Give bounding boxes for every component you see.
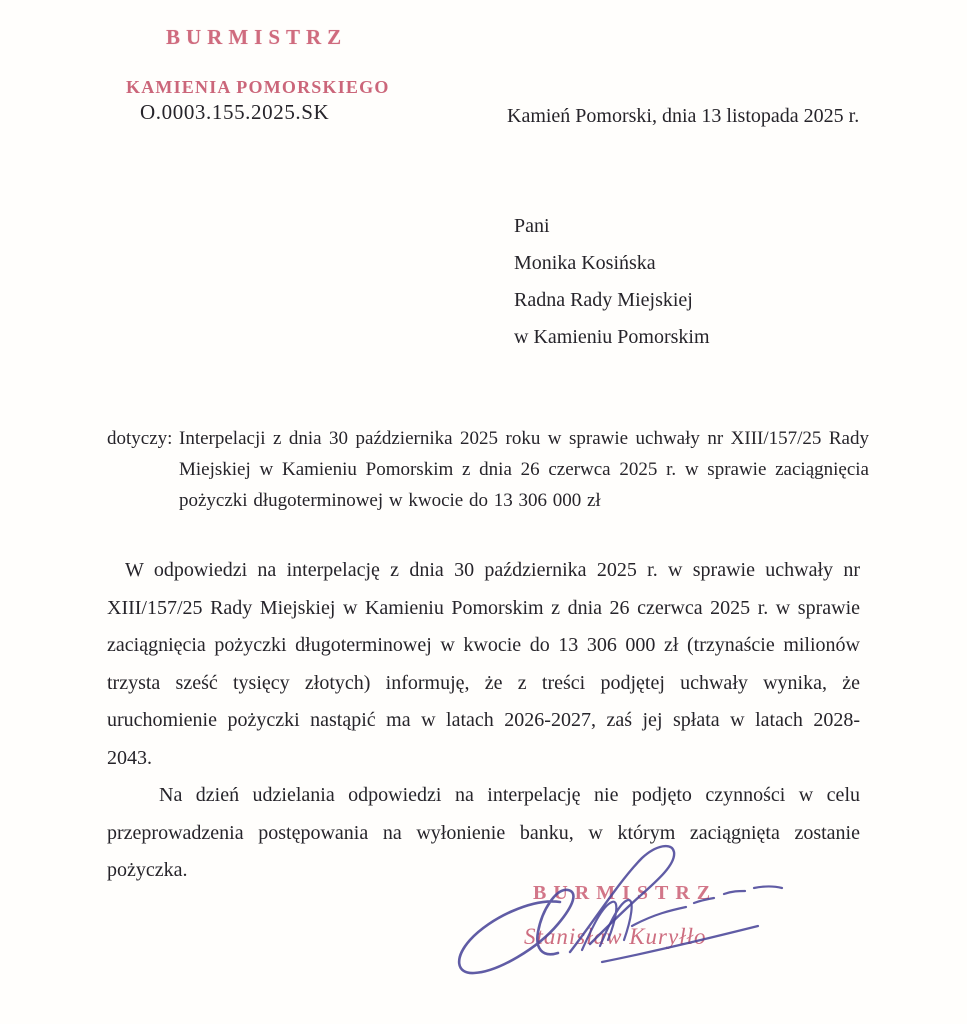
subject-text: Interpelacji z dnia 30 października 2025 roku w sprawie uchwały nr XIII/157/25 Rady Miejskiej w Kamieniu Pomorskim z dnia 26 czerwca 2025 r. w sprawie zaciągnięcia pożyczki długoterminowej w kwocie do 13 306 000 zł <box>179 428 869 511</box>
handwritten-signature-icon <box>442 840 802 992</box>
signature-stamp-name: Stanisław Kuryłło <box>524 924 707 949</box>
recipient-name: Monika Kosińska <box>514 252 656 274</box>
letter-body <box>107 552 860 890</box>
header-stamp-subtitle: KAMIENIA POMORSKIEGO <box>126 77 390 97</box>
reference-number: O.0003.155.2025.SK <box>140 100 330 124</box>
place-and-date: Kamień Pomorski, dnia 13 listopada 2025 r. <box>507 105 860 127</box>
recipient-salutation: Pani <box>514 215 550 237</box>
body-paragraph-1: W odpowiedzi na interpelację z dnia 30 października 2025 r. w sprawie uchwały nr XIII/157/25 Rady Miejskiej w Kamieniu Pomorskim z dnia 26 czerwca 2025 r. w sprawie zaciągnięcia pożyczki długoterminowej w kwocie do 13 306 000 zł (trzynaście milionów trzysta sześć tysięcy złotych) informuję, że z treści podjętej uchwały wynika, że uruchomienie pożyczki nastąpić ma w latach 2026-2027, zaś jej spłata w latach 2028-2043. <box>107 559 860 769</box>
signature-stamp-title: BURMISTRZ <box>533 882 718 904</box>
body-paragraph-2: Na dzień udzielania odpowiedzi na interpelację nie podjęto czynności w celu przeprowadzenia postępowania na wyłonienie banku, w którym zaciągnięta zostanie pożyczka. <box>107 784 860 881</box>
recipient-block <box>514 208 710 356</box>
header-stamp-title: BURMISTRZ <box>166 25 348 49</box>
subject-label: dotyczy: <box>107 428 173 449</box>
recipient-title: Radna Rady Miejskiej <box>514 289 693 311</box>
subject-block <box>107 423 869 516</box>
recipient-location: w Kamieniu Pomorskim <box>514 326 710 348</box>
